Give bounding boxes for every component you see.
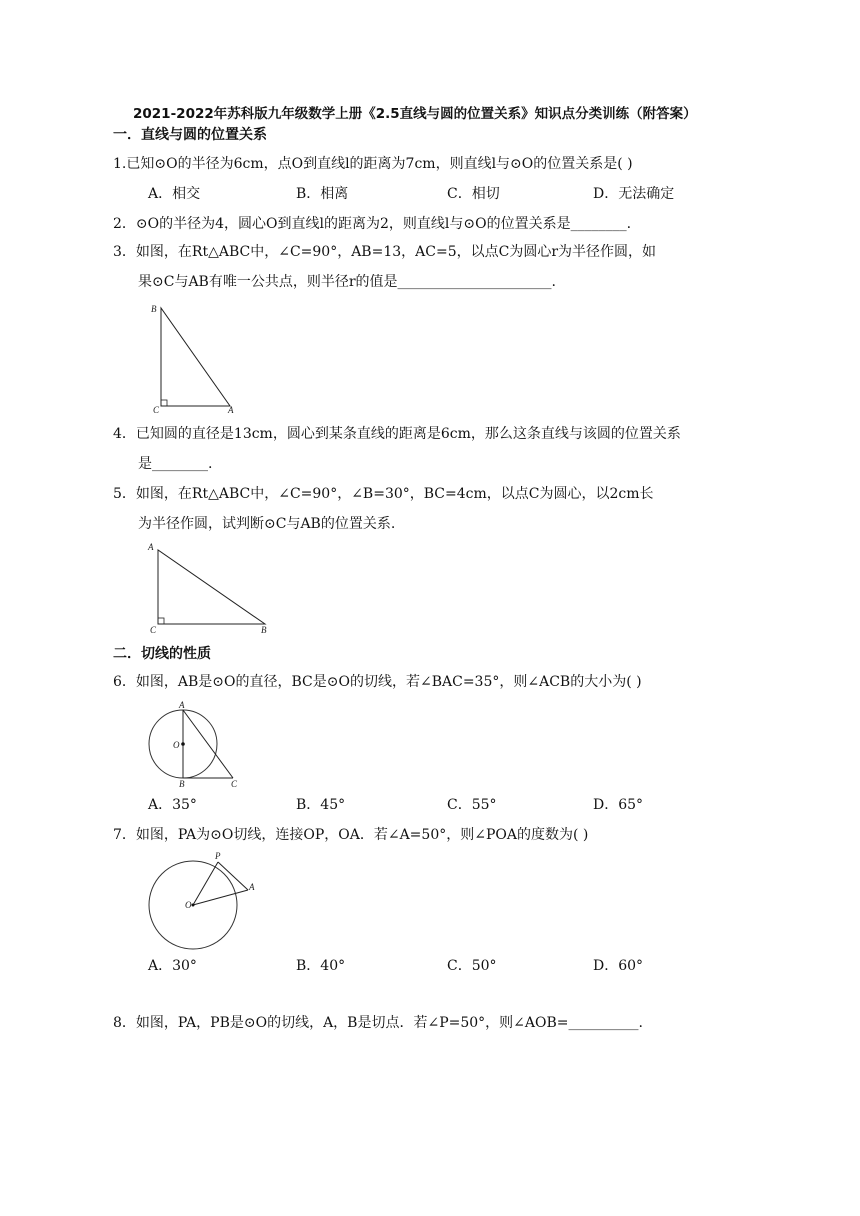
question-6: 6．如图，AB是⊙O的直径，BC是⊙O的切线，若∠BAC=35°，则∠ACB的大小为( ) bbox=[113, 674, 642, 690]
q6-option-d: D．65° bbox=[593, 797, 644, 813]
q6-option-a: A．35° bbox=[148, 797, 197, 813]
q6-label-a: A bbox=[179, 700, 185, 710]
q7-option-d: D．60° bbox=[593, 958, 644, 974]
q7-circle-figure bbox=[148, 850, 268, 950]
q3-label-a: A bbox=[228, 405, 234, 415]
q5-triangle-figure bbox=[143, 540, 275, 636]
question-7: 7．如图，PA为⊙O切线，连接OP，OA．若∠A=50°，则∠POA的度数为( ) bbox=[113, 827, 589, 843]
q6-circle-figure bbox=[145, 698, 245, 788]
question-4-line-1: 4．已知圆的直径是13cm，圆心到某条直线的距离是6cm，那么这条直线与该圆的位置关系 bbox=[113, 426, 681, 442]
q7-option-c: C．50° bbox=[447, 958, 497, 974]
q5-label-c: C bbox=[150, 625, 157, 635]
question-8: 8．如图，PA，PB是⊙O的切线，A，B是切点．若∠P=50°，则∠AOB=__________. bbox=[113, 1015, 643, 1031]
q7-option-a: A．30° bbox=[148, 958, 197, 974]
q7-label-p: P bbox=[215, 851, 221, 861]
section-heading-1: 一．直线与圆的位置关系 bbox=[113, 127, 267, 143]
question-5-line-2: 为半径作圆，试判断⊙C与AB的位置关系. bbox=[138, 516, 396, 532]
q3-label-c: C bbox=[153, 405, 160, 415]
q1-option-c: C．相切 bbox=[447, 186, 500, 202]
question-5-line-1: 5．如图，在Rt△ABC中，∠C=90°，∠B=30°，BC=4cm，以点C为圆心，以2cm长 bbox=[113, 486, 654, 502]
q5-label-a: A bbox=[148, 542, 154, 552]
q6-option-c: C．55° bbox=[447, 797, 497, 813]
q3-triangle-figure bbox=[148, 300, 248, 418]
q7-option-b: B．40° bbox=[296, 958, 346, 974]
question-4-line-2: 是________. bbox=[138, 456, 213, 472]
section-heading-2: 二．切线的性质 bbox=[113, 646, 211, 662]
q6-label-c: C bbox=[231, 779, 238, 789]
q6-option-b: B．45° bbox=[296, 797, 346, 813]
q5-label-b: B bbox=[261, 625, 267, 635]
q6-label-o: O bbox=[173, 740, 180, 750]
question-3-line-2: 果⊙C与AB有唯一公共点，则半径r的值是______________________. bbox=[138, 274, 556, 290]
q1-option-a: A．相交 bbox=[148, 186, 201, 202]
q6-label-b: B bbox=[179, 779, 185, 789]
q7-label-o: O bbox=[185, 900, 192, 910]
question-2: 2．⊙O的半径为4，圆心O到直线l的距离为2，则直线l与⊙O的位置关系是________. bbox=[113, 216, 632, 232]
document-title: 2021-2022年苏科版九年级数学上册《2.5直线与圆的位置关系》知识点分类训练（附答案） bbox=[133, 106, 697, 122]
q1-option-b: B．相离 bbox=[296, 186, 349, 202]
question-3-line-1: 3．如图，在Rt△ABC中，∠C=90°，AB=13，AC=5，以点C为圆心r为半径作圆，如 bbox=[113, 244, 657, 260]
question-1: 1.已知⊙O的半径为6cm，点O到直线l的距离为7cm，则直线l与⊙O的位置关系是( ) bbox=[113, 156, 633, 172]
q1-option-d: D．无法确定 bbox=[593, 186, 675, 202]
q7-label-a: A bbox=[249, 882, 255, 892]
q3-label-b: B bbox=[151, 304, 157, 314]
